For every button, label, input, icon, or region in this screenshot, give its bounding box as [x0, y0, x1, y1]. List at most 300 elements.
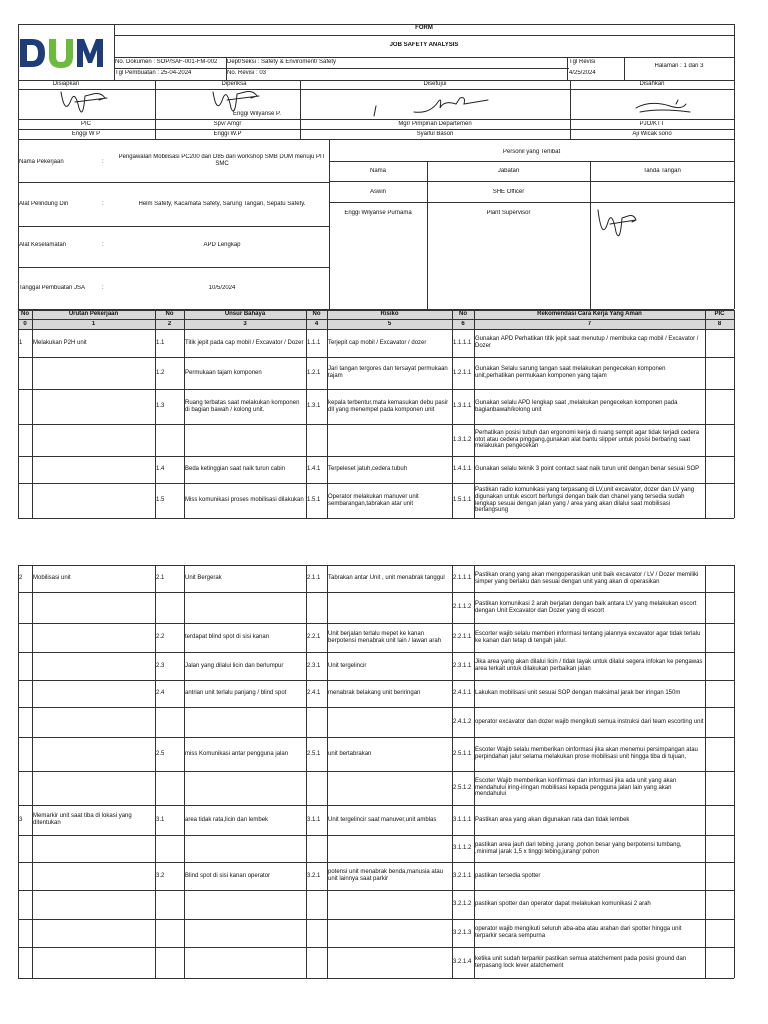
table-row — [18, 890, 734, 919]
grid-line — [18, 483, 734, 484]
checker-name: Enggi Wilyanse P. — [233, 111, 281, 117]
grid-line — [18, 310, 734, 311]
personnel-name: Aswin — [369, 189, 386, 195]
grid-line — [329, 161, 734, 162]
table-row — [18, 707, 734, 737]
hazard-number-cell — [156, 707, 183, 737]
recommendation-number: 2.3.1.1 — [453, 662, 472, 669]
grid-line — [18, 182, 329, 183]
row-number-cell — [19, 565, 31, 592]
risk-cell — [328, 862, 451, 890]
hazard-number-cell — [156, 947, 183, 978]
hazard-number: 2.5 — [156, 750, 165, 757]
recommendation-number: 2.1.1.2 — [453, 604, 472, 611]
recommendation-number-cell — [453, 424, 473, 456]
table-header-cell: Urutan Pekerjaan — [68, 311, 119, 317]
hazard-cell — [185, 592, 305, 623]
risk-number-cell — [307, 737, 326, 771]
prepared-name: Enggi W P — [71, 131, 101, 137]
table-column-number: 3 — [243, 321, 247, 327]
grid-line — [300, 80, 301, 139]
form-label: FORM — [415, 25, 433, 31]
row-number-cell — [19, 707, 31, 737]
table-column-number: 4 — [314, 321, 319, 327]
recommendation-cell — [475, 680, 704, 707]
risk: potensi unit menabrak benda,manusia atau unit lainnya saat parkir — [328, 869, 444, 882]
table-column-number: 2 — [167, 321, 172, 327]
hazard-number-cell — [156, 771, 183, 805]
personnel-header-role: Jabatan — [497, 168, 520, 174]
grid-line — [18, 267, 329, 268]
table-header-cell: Rekomendasi Cara Kerja Yang Aman — [537, 311, 642, 317]
table-row — [18, 805, 734, 835]
job-step-cell — [33, 947, 154, 978]
row-number-cell — [19, 835, 31, 862]
hazard-number: 2.3 — [156, 662, 165, 669]
grid-line — [18, 835, 734, 836]
recommendation-number: 1.3.1.1 — [453, 403, 472, 410]
grid-line — [18, 623, 734, 624]
row-number-cell — [19, 424, 31, 456]
grid-line — [427, 161, 428, 309]
hazard: miss Komunikasi antar pengguna jalan — [185, 750, 289, 757]
grid-line — [114, 35, 734, 36]
recommendation: Gunakan Selalu sarung tangan saat melakukan pengecekan komponen unit,perhatikan permukaan komponen yang tajam — [475, 366, 666, 379]
table-row — [18, 424, 734, 456]
job-step-cell — [33, 919, 154, 947]
risk-cell — [328, 890, 451, 919]
recommendation-number: 1.3.1.2 — [453, 436, 472, 443]
recommendation-number-cell — [453, 919, 473, 947]
grid-line — [18, 424, 734, 425]
grid-line — [18, 139, 19, 309]
job-step-cell — [33, 357, 154, 389]
risk-number-cell — [307, 389, 326, 424]
risk-cell — [328, 652, 451, 680]
row-number-cell — [19, 737, 31, 771]
hazard-number-cell — [156, 565, 183, 592]
risk-number-cell — [307, 771, 326, 805]
recommendation: ketika unit sudah terparkir pastikan semua atatchement pada posisi ground dan terpasang lock lever atatchement — [475, 955, 687, 969]
job-step-cell — [33, 424, 154, 456]
hazard-cell — [185, 623, 305, 652]
form-title: JOB SAFETY ANALYSIS — [389, 42, 459, 48]
creation-date: Tgl Pembuatan : 25-04-2024 — [115, 70, 192, 76]
grid-line — [184, 310, 185, 518]
recommendation: operator wajib mengikuti seluruh aba-aba atau arahan dari spotter hingga unit terparkir secara sempurna — [475, 926, 682, 939]
recommendation-number-cell — [453, 737, 473, 771]
info-colon: : — [102, 201, 104, 207]
grid-line — [18, 119, 734, 120]
info-label-job: Nama Pekerjaan — [19, 159, 64, 165]
job-step: Melakukan P2H unit — [33, 339, 87, 346]
risk-number-cell — [307, 919, 326, 947]
recommendation-number: 2.1.1.1 — [453, 575, 472, 582]
hazard-number: 1.3 — [156, 403, 165, 410]
hazard-number-cell — [156, 329, 183, 357]
risk-number-cell — [307, 456, 326, 483]
recommendation: Pastikan area yang akan digunakan rata dan tidak lembek — [475, 816, 630, 823]
checked-role: Spv/ Amgr — [213, 121, 242, 127]
row-number-cell — [19, 771, 31, 805]
risk-cell — [328, 565, 451, 592]
recommendation-number-cell — [453, 565, 473, 592]
risk-number-cell — [307, 835, 326, 862]
hazard-number: 1.5 — [156, 497, 165, 504]
department: Dept/Seksi : Safety & Enviroment/ Safety — [227, 59, 337, 65]
risk-number-cell — [307, 862, 326, 890]
risk-number-cell — [307, 707, 326, 737]
table-row — [18, 592, 734, 623]
hazard: Ruang terbatas saat melakukan komponen di bagian bawah / kolong unit. — [185, 399, 300, 413]
signature-personnel-icon — [592, 206, 638, 248]
risk-cell — [328, 357, 451, 389]
row-number-cell — [19, 456, 31, 483]
hazard-cell — [185, 357, 305, 389]
grid-line — [18, 978, 734, 979]
table-header-cell: No — [312, 311, 321, 317]
hazard-number: 2.2 — [156, 634, 165, 641]
grid-line — [18, 389, 734, 390]
hazard-number: 3.1 — [156, 816, 165, 823]
recommendation-cell — [475, 805, 704, 835]
recommendation-number: 3.1.1.2 — [453, 845, 472, 852]
hazard-cell — [185, 862, 305, 890]
grid-line — [734, 139, 735, 309]
recommendation-cell — [475, 947, 704, 978]
risk-number-cell — [307, 623, 326, 652]
risk-number: 1.5.1 — [307, 497, 321, 504]
risk-cell — [328, 919, 451, 947]
hazard-cell — [185, 805, 305, 835]
risk-cell — [328, 707, 451, 737]
risk-number-cell — [307, 890, 326, 919]
recommendation-cell — [475, 357, 704, 389]
table-header-cell: No — [165, 311, 174, 317]
job-step-cell — [33, 623, 154, 652]
row-number-cell — [19, 483, 31, 518]
hazard-cell — [185, 771, 305, 805]
recommendation: Jika area yang akan dilalui licin / tidak layak untuk dilalui segera infokan ke pengawas area terkait untuk dilakukan perbaikan jalan — [475, 659, 703, 672]
hazard-number-cell — [156, 835, 183, 862]
recommendation-cell — [475, 862, 704, 890]
table-row — [18, 329, 734, 357]
grid-line — [705, 310, 706, 518]
personnel-title: Personil yang Terlibat — [502, 149, 561, 155]
recommendation-number-cell — [453, 623, 473, 652]
job-step-cell — [33, 771, 154, 805]
risk-number: 2.3.1 — [307, 662, 321, 669]
recommendation-cell — [475, 737, 704, 771]
row-number-cell — [19, 862, 31, 890]
info-value-date: 10/5/2024 — [208, 285, 236, 291]
grid-line — [18, 919, 734, 920]
job-step-cell — [33, 890, 154, 919]
hazard-number: 2.1 — [156, 575, 165, 582]
personnel-role: SHE Officer — [492, 189, 525, 195]
grid-line — [452, 310, 453, 518]
hazard-number-cell — [156, 737, 183, 771]
risk-number-cell — [307, 565, 326, 592]
job-step-cell — [33, 592, 154, 623]
job-step-cell — [33, 707, 154, 737]
recommendation-number: 1.2.1.1 — [453, 369, 472, 376]
table-row — [18, 389, 734, 424]
row-number-cell — [19, 357, 31, 389]
hazard: Miss komunikasi proses mobilisasi dilakukan — [185, 497, 304, 504]
recommendation-cell — [475, 483, 704, 518]
risk-number: 2.5.1 — [307, 750, 321, 757]
recommendation-cell — [475, 919, 704, 947]
risk-number-cell — [307, 329, 326, 357]
grid-line — [155, 80, 156, 139]
row-number: 3 — [19, 816, 23, 823]
row-number-cell — [19, 329, 31, 357]
table-row — [18, 862, 734, 890]
risk: Tabrakan antar Unit , unit menabrak tanggul — [328, 575, 445, 582]
risk-cell — [328, 947, 451, 978]
grid-line — [705, 565, 706, 978]
hazard-cell — [185, 483, 305, 518]
table-row — [18, 680, 734, 707]
table-row — [18, 357, 734, 389]
risk-cell — [328, 456, 451, 483]
recommendation-cell — [475, 592, 704, 623]
grid-line — [184, 565, 185, 978]
grid-line — [18, 226, 329, 227]
risk: Terjepit cap mobil / Excavator / dozer — [328, 339, 427, 346]
personnel-header-signature: Tanda Tangan — [643, 168, 681, 174]
hazard-cell — [185, 565, 305, 592]
grid-line — [18, 80, 734, 81]
grid-line — [306, 310, 307, 518]
grid-line — [329, 181, 734, 182]
recommendation: Escorter wajib selalu memberi informasi tentang jalannya excavator agar tidak terlalu ke kanan dan tetap di tengah jalur. — [475, 630, 701, 644]
prepared-label: Disiapkan — [52, 81, 80, 87]
risk-number: 1.3.1 — [307, 403, 321, 410]
row-number-cell — [19, 592, 31, 623]
recommendation: Pastikan komunikasi 2 arah berjalan dengan baik antara LV yang melakukan escort dengan Unit Excavator dan Dozer yang di escort — [475, 600, 697, 614]
hazard-cell — [185, 329, 305, 357]
grid-line — [18, 129, 734, 130]
risk-number-cell — [307, 483, 326, 518]
row-number-cell — [19, 389, 31, 424]
table-row — [18, 771, 734, 805]
recommendation-number-cell — [453, 357, 473, 389]
risk-cell — [328, 389, 451, 424]
grid-line — [474, 565, 475, 978]
hazard-number: 1.1 — [156, 339, 165, 346]
table-row — [18, 835, 734, 862]
ratified-name: Aji Wicak sono — [632, 131, 672, 137]
grid-line — [18, 947, 734, 948]
table-row — [18, 919, 734, 947]
grid-line — [114, 57, 734, 58]
revision-date-label: Tgl Revisi — [569, 59, 596, 65]
table-column-number: 7 — [587, 321, 592, 327]
recommendation-number-cell — [453, 389, 473, 424]
job-step-cell — [33, 456, 154, 483]
hazard-cell — [185, 737, 305, 771]
hazard-cell — [185, 835, 305, 862]
recommendation-cell — [475, 890, 704, 919]
job-step-cell — [33, 805, 154, 835]
hazard-number: 1.2 — [156, 369, 165, 376]
hazard-cell — [185, 389, 305, 424]
recommendation-number-cell — [453, 947, 473, 978]
risk-cell — [328, 835, 451, 862]
approved-name: Syaiful Basori — [416, 131, 454, 137]
risk-cell — [328, 424, 451, 456]
recommendation: Escoter Wajib selalu memberikan oinformasi jika akan menemui persimpangan atau perpindahan jalur selama melakukan prose mobilisasi unit hingga tiba di tujuan, — [475, 747, 698, 760]
risk: kepala terbentur,mata kemasukan debu pasir dll yang menempel pada komponen unit — [328, 399, 449, 413]
grid-line — [329, 202, 734, 203]
recommendation-number: 2.5.1.2 — [453, 784, 472, 791]
hazard: Permukaan tajam komponen — [185, 369, 262, 376]
recommendation-number: 1.4.1.1 — [453, 466, 472, 473]
recommendation-cell — [475, 389, 704, 424]
job-step-cell — [33, 737, 154, 771]
hazard-number-cell — [156, 623, 183, 652]
checked-name: Enggi W.P — [213, 131, 242, 137]
hazard-cell — [185, 680, 305, 707]
ratified-role: PJO/KTT — [639, 121, 665, 127]
recommendation-cell — [475, 835, 704, 862]
hazard-number-cell — [156, 919, 183, 947]
table-row — [18, 652, 734, 680]
info-value-ppe: Helm Safety, Kacamata Safety, Sarung Tangan, Sepatu Safety. — [138, 201, 306, 207]
hazard-number: 2.4 — [156, 690, 165, 697]
recommendation: Perhatikan posisi tubuh dan ergonomi kerja di ruang sempit agar tidak terjadi cedera otot atau cedera pinggang,gunakan alat bantu slipper untuk posisi berbaring saat melakukan pengecekan — [475, 429, 700, 450]
recommendation: operator excavator dan dozer wajib mengikuti semua instruksi dari team escorting unit — [475, 718, 704, 725]
recommendation: Gunakan selalu teknik 3 point contact saat naik turun unit dengan benar sesuai SOP — [475, 466, 700, 473]
grid-line — [567, 57, 568, 80]
hazard: terdapat blind spot di sisi kanan — [185, 634, 270, 641]
grid-line — [327, 565, 328, 978]
grid-line — [32, 565, 33, 978]
recommendation: pastikan tersedia spotter — [475, 872, 541, 879]
job-step: Memarkir unit saat tiba di lokasi yang ditentukan — [33, 813, 132, 826]
recommendation-number-cell — [453, 680, 473, 707]
signature-prepared-icon — [55, 86, 115, 122]
grid-line — [18, 357, 734, 358]
hazard-number-cell — [156, 483, 183, 518]
hazard-number-cell — [156, 424, 183, 456]
grid-line — [452, 565, 453, 978]
hazard-number: 3.2 — [156, 872, 165, 879]
recommendation-number: 3.2.1.2 — [453, 901, 472, 908]
recommendation: Lakukan mobilisasi unit sesuai SOP dengan maksimal jarak ber iringan 150m — [475, 690, 681, 697]
row-number: 1 — [19, 339, 23, 346]
job-step-cell — [33, 652, 154, 680]
risk-cell — [328, 771, 451, 805]
recommendation-cell — [475, 771, 704, 805]
recommendation-number-cell — [453, 329, 473, 357]
grid-line — [18, 24, 19, 139]
approved-role: Mgr/ Pimpinan Departemen — [398, 121, 472, 127]
risk: unit bertabrakan — [328, 750, 372, 757]
grid-line — [18, 680, 734, 681]
recommendation-number: 2.2.1.1 — [453, 634, 472, 641]
risk-number-cell — [307, 357, 326, 389]
hazard-cell — [185, 947, 305, 978]
row-number-cell — [19, 805, 31, 835]
risk-number-cell — [307, 652, 326, 680]
row-number: 2 — [19, 575, 23, 582]
table-row — [18, 737, 734, 771]
info-colon: : — [102, 285, 104, 291]
revision-date: 4/25/2024 — [569, 70, 596, 76]
hazard-number-cell — [156, 652, 183, 680]
hazard-cell — [185, 919, 305, 947]
grid-line — [18, 565, 734, 566]
table-column-number: 5 — [387, 321, 392, 327]
risk-cell — [328, 737, 451, 771]
risk: Unit berjalan terlalu mepet ke kanan berpotensi menabrak unit lain / lawan arah — [328, 630, 442, 644]
risk-number-cell — [307, 805, 326, 835]
risk-number-cell — [307, 424, 326, 456]
recommendation-number: 2.5.1.1 — [453, 750, 472, 757]
risk-number: 2.4.1 — [307, 690, 321, 697]
table-row — [18, 623, 734, 652]
recommendation-number: 2.4.1.1 — [453, 690, 472, 697]
hazard-cell — [185, 890, 305, 919]
checked-label: Diperiksa — [221, 81, 247, 87]
recommendation-cell — [475, 456, 704, 483]
grid-line — [18, 310, 19, 518]
risk-number: 1.2.1 — [307, 369, 321, 376]
risk-number: 2.2.1 — [307, 634, 321, 641]
risk-cell — [328, 329, 451, 357]
risk-cell — [328, 680, 451, 707]
table-row — [18, 565, 734, 592]
recommendation: pastikan spotter dan operator dapat melakukan komunikasi 2 arah — [475, 901, 651, 908]
recommendation-number: 1.1.1.1 — [453, 339, 472, 346]
grid-line — [18, 805, 734, 806]
recommendation-number: 3.2.1.3 — [453, 929, 472, 936]
grid-line — [18, 737, 734, 738]
hazard-number-cell — [156, 357, 183, 389]
hazard: Titik jepit pada cap mobil / Excavator / Dozer — [185, 339, 304, 346]
hazard-number-cell — [156, 862, 183, 890]
recommendation-number: 1.5.1.1 — [453, 497, 472, 504]
logo — [18, 36, 106, 70]
grid-line — [624, 57, 625, 80]
row-number-cell — [19, 623, 31, 652]
table-column-number: 1 — [91, 321, 96, 327]
risk-number-cell — [307, 947, 326, 978]
recommendation: Pastikan radio komunikasi yang terpasang di LV,unit excavator, dozer dan LV yang digunakan untuk escort berfungsi dengan baik dan chanel yang tersedia sudah lengkap sesuai dengan jalan yang / area yang akan dilalui saat mobilisasi berlangsung — [475, 486, 695, 514]
job-step-cell — [33, 680, 154, 707]
risk-number: 3.1.1 — [307, 816, 321, 823]
grid-line — [734, 565, 735, 978]
table-header-cell: Unsur Bahaya — [224, 311, 266, 317]
grid-line — [18, 456, 734, 457]
recommendation-number-cell — [453, 805, 473, 835]
risk: Terpeleset jatuh,cedera tubuh — [328, 466, 408, 473]
grid-line — [734, 24, 735, 139]
risk: Unit tergelincir — [328, 662, 367, 669]
risk-cell — [328, 805, 451, 835]
table-header-cell: No — [459, 311, 467, 317]
grid-line — [590, 161, 591, 309]
recommendation-number-cell — [453, 890, 473, 919]
hazard: Blind spot di sisi kanan operator — [185, 872, 271, 879]
grid-line — [32, 310, 33, 518]
job-step-cell — [33, 835, 154, 862]
grid-line — [155, 565, 156, 978]
grid-line — [18, 592, 734, 593]
